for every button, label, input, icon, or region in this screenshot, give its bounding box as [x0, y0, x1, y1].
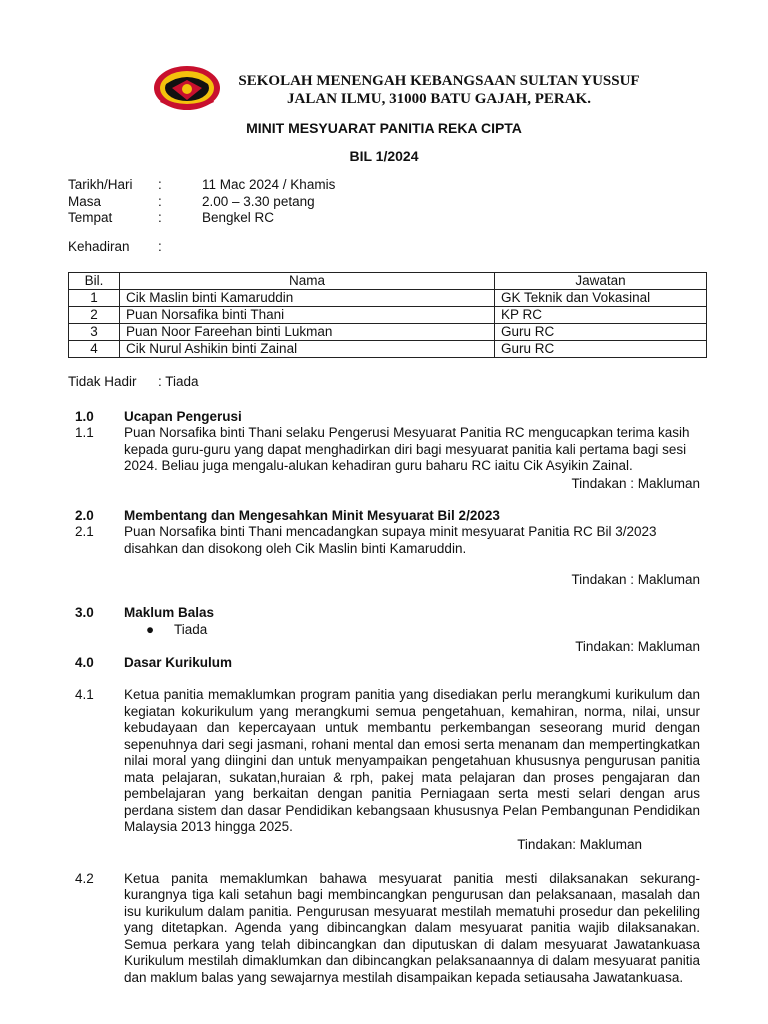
section-4: [68, 654, 700, 986]
item-number: 2.1: [75, 524, 94, 539]
bullet-text: Tiada: [174, 622, 208, 637]
attendance-label: Kehadiran: [68, 239, 130, 254]
cell-nama: Puan Noor Fareehan binti Lukman: [120, 324, 495, 341]
cell-jawatan: GK Teknik dan Vokasinal: [495, 290, 707, 307]
item-text: Ketua panitia memaklumkan program panitia yang disediakan perlu merangkumi kurikulum dan kegiatan kokurikulum yang merangkumi semua pengetahuan, kemahiran, norma, nilai, unsur kebudayaan dan kepercayaan untuk membantu perkembangan seseorang murid dengan sepenuhnya dari segi jasmani, rohani mental dan emosi serta menanam dan mempertingkatkan nilai moral yang diingini dan untuk menyampaikan pengetahuan khususnya pengurusan panitia mata pelajaran, sukatan,huraian & rph, pakej mata pelajaran dan proses pengajaran dan pembelajaran yang berkaitan dengan panitia Perniagaan serta mesti selari dengan arus perdana sistem dan dasar Pendidikan kebangsaan khususnya Pelan Pembangunan Pendidikan Malaysia 2013 hingga 2025.: [124, 687, 700, 834]
item-number: 1.1: [75, 425, 94, 440]
cell-bil: 3: [69, 324, 120, 341]
section-number: 1.0: [75, 409, 94, 424]
school-crest-logo: [152, 58, 222, 114]
colon: :: [158, 177, 162, 192]
table-row: [69, 290, 707, 307]
cell-bil: 1: [69, 290, 120, 307]
table-row: [69, 324, 707, 341]
action-note: Tindakan : Makluman: [571, 572, 700, 587]
section-title: Dasar Kurikulum: [124, 655, 233, 670]
date-value: 11 Mac 2024 / Khamis: [202, 177, 336, 192]
document-title: MINIT MESYUARAT PANITIA REKA CIPTA: [246, 120, 522, 136]
item-text: Puan Norsafika binti Thani mencadangkan supaya minit mesyuarat Panitia RC Bil 3/2023 disahkan dan disokong oleh Cik Maslin binti Kamaruddin.: [124, 524, 657, 556]
cell-nama: Puan Norsafika binti Thani: [120, 307, 495, 324]
section-number: 2.0: [75, 508, 94, 523]
place-label: Tempat: [68, 210, 113, 225]
time-label: Masa: [68, 193, 102, 209]
header-bil: Bil.: [69, 273, 120, 290]
place-value: Bengkel RC: [202, 210, 275, 225]
item-number: 4.1: [75, 687, 94, 702]
attendance-heading: [68, 239, 162, 254]
table-row: [69, 341, 707, 358]
table-header-row: [69, 273, 707, 290]
colon: :: [158, 239, 162, 254]
section-title: Maklum Balas: [124, 605, 215, 620]
school-name: SEKOLAH MENENGAH KEBANGSAAN SULTAN YUSSUF: [238, 73, 640, 89]
school-address: JALAN ILMU, 31000 BATU GAJAH, PERAK.: [287, 91, 591, 107]
bullet-icon: ●: [146, 622, 155, 637]
action-note: Tindakan: Makluman: [517, 836, 642, 852]
absent-value: : Tiada: [158, 374, 199, 389]
meeting-info: [68, 177, 335, 227]
date-label: Tarikh/Hari: [68, 177, 133, 192]
colon: :: [158, 210, 162, 225]
item-number: 4.2: [75, 870, 94, 886]
section-1: [68, 408, 700, 492]
cell-bil: 2: [69, 307, 120, 324]
meeting-number: BIL 1/2024: [349, 148, 419, 164]
section-title: Membentang dan Mengesahkan Minit Mesyuarat Bil 2/2023: [124, 508, 500, 523]
action-note: Tindakan : Makluman: [571, 475, 700, 491]
header-jawatan: Jawatan: [495, 273, 707, 290]
item-text: Ketua panita memaklumkan bahawa mesyuarat panitia mesti dilaksanakan sekurang- kurangnya tiga kali setahun bagi membincangkan pengurusan dan pelaksanaan, masalah dan isu kurikulum dalam panitia. Pengurusan mesyuarat mestilah mematuhi prosedur dan pekeliling yang ditetapkan. Agenda yang dibincangkan dalam mesyuarat panitia wajib dilaksanakan. Semua perkara yang telah dibincangkan dan diputuskan di dalam mesyuarat Jawatankuasa Kurikulum mestilah dimaklumkan dan dibincangkan pelaksanaannya di dalam mesyuarat panitia dan maklum balas yang sewajarnya mestilah disampaikan kepada setiausaha Jawatankuasa.: [124, 870, 700, 985]
cell-jawatan: KP RC: [495, 307, 707, 324]
cell-nama: Cik Maslin binti Kamaruddin: [120, 290, 495, 307]
attendance-table: [68, 272, 707, 358]
section-3: [68, 604, 700, 655]
section-2: [68, 507, 700, 588]
cell-bil: 4: [69, 341, 120, 358]
action-note: Tindakan: Makluman: [575, 639, 700, 654]
school-name-block: [234, 72, 644, 108]
section-number: 4.0: [75, 655, 94, 670]
cell-nama: Cik Nurul Ashikin binti Zainal: [120, 341, 495, 358]
time-value: 2.00 – 3.30 petang: [202, 193, 315, 209]
absent-line: [68, 374, 199, 389]
item-text: Puan Norsafika binti Thani selaku Pengerusi Mesyuarat Panitia RC mengucapkan terima kasih kepada guru-guru yang dapat menghadirkan diri bagi mesyuarat panitia kali pertama bagi sesi 2024. Beliau juga mengalu-alukan kehadiran guru baharu RC iaitu Cik Asyikin Zainal.: [124, 425, 690, 473]
absent-label: Tidak Hadir: [68, 374, 137, 389]
section-number: 3.0: [75, 605, 94, 620]
cell-jawatan: Guru RC: [495, 324, 707, 341]
cell-jawatan: Guru RC: [495, 341, 707, 358]
header-nama: Nama: [120, 273, 495, 290]
table-row: [69, 307, 707, 324]
colon: :: [158, 193, 162, 209]
section-title: Ucapan Pengerusi: [124, 409, 242, 424]
